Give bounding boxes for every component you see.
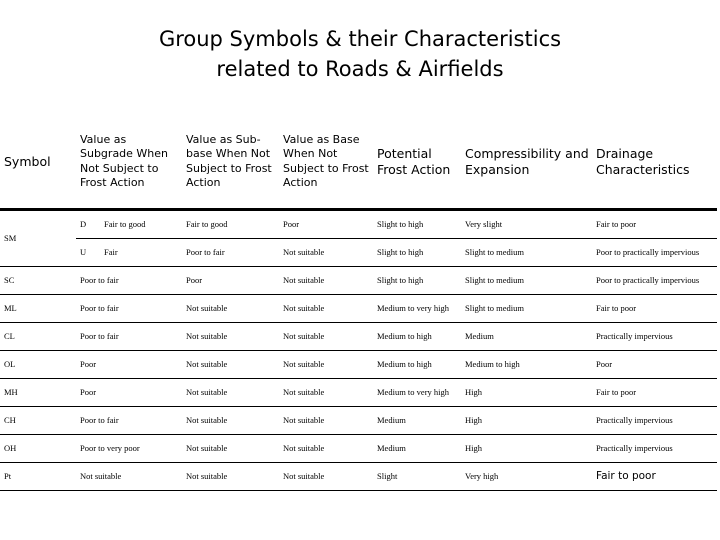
subbase-cell: Not suitable <box>182 435 279 463</box>
compressibility-cell: Slight to medium <box>461 239 592 267</box>
table-row <box>0 379 717 407</box>
drainage-cell: Practically impervious <box>592 435 717 463</box>
subbase-cell: Not suitable <box>182 379 279 407</box>
subgrade-cell: Poor to fair <box>76 323 182 351</box>
header-subgrade: Value as Subgrade When Not Subject to Frost Action <box>76 115 182 210</box>
characteristics-table <box>0 115 717 491</box>
compressibility-cell: Very slight <box>461 210 592 239</box>
compressibility-cell: High <box>461 435 592 463</box>
subbase-cell: Not suitable <box>182 351 279 379</box>
symbol-cell: CH <box>0 407 76 435</box>
compressibility-cell: Very high <box>461 463 592 491</box>
drainage-cell: Poor to practically impervious <box>592 239 717 267</box>
base-cell: Not suitable <box>279 239 373 267</box>
header-row <box>0 115 717 210</box>
symbol-cell: MH <box>0 379 76 407</box>
frost-cell: Slight <box>373 463 461 491</box>
subgrade-cell: Poor to fair <box>76 267 182 295</box>
table-row <box>0 435 717 463</box>
subgrade-value: Fair to good <box>104 219 146 229</box>
frost-cell: Medium to very high <box>373 379 461 407</box>
compressibility-cell: Medium <box>461 323 592 351</box>
subgrade-cell: Poor <box>76 379 182 407</box>
symbol-cell: ML <box>0 295 76 323</box>
drainage-cell: Fair to poor <box>592 210 717 239</box>
drainage-cell: Practically impervious <box>592 323 717 351</box>
compressibility-cell: Medium to high <box>461 351 592 379</box>
subgrade-code: D <box>80 219 87 229</box>
header-frost: Potential Frost Action <box>373 115 461 210</box>
table-row <box>0 210 717 239</box>
symbol-cell: SC <box>0 267 76 295</box>
compressibility-cell: High <box>461 379 592 407</box>
subgrade-cell: Poor to fair <box>76 407 182 435</box>
frost-cell: Medium to very high <box>373 295 461 323</box>
subbase-cell: Fair to good <box>182 210 279 239</box>
frost-cell: Slight to high <box>373 267 461 295</box>
drainage-cell: Practically impervious <box>592 407 717 435</box>
base-cell: Not suitable <box>279 323 373 351</box>
base-cell: Not suitable <box>279 267 373 295</box>
subbase-cell: Not suitable <box>182 463 279 491</box>
frost-cell: Medium to high <box>373 351 461 379</box>
compressibility-cell: Slight to medium <box>461 295 592 323</box>
subgrade-value: Fair <box>104 247 118 257</box>
symbol-cell: OH <box>0 435 76 463</box>
subgrade-cell <box>76 239 182 267</box>
subgrade-cell: Poor <box>76 351 182 379</box>
table-row <box>0 239 717 267</box>
symbol-cell: OL <box>0 351 76 379</box>
table-row <box>0 463 717 491</box>
frost-cell: Medium to high <box>373 323 461 351</box>
drainage-cell: Fair to poor <box>592 379 717 407</box>
frost-cell: Slight to high <box>373 239 461 267</box>
drainage-cell: Poor to practically impervious <box>592 267 717 295</box>
header-compressibility: Compressibility and Expansion <box>461 115 592 210</box>
base-cell: Not suitable <box>279 351 373 379</box>
base-cell: Not suitable <box>279 463 373 491</box>
symbol-cell: Pt <box>0 463 76 491</box>
compressibility-cell: High <box>461 407 592 435</box>
drainage-cell: Fair to poor <box>592 463 717 491</box>
title-line-1: Group Symbols & their Characteristics <box>158 27 562 51</box>
subgrade-cell: Not suitable <box>76 463 182 491</box>
table-row <box>0 351 717 379</box>
frost-cell: Medium <box>373 435 461 463</box>
table-row <box>0 295 717 323</box>
base-cell: Not suitable <box>279 435 373 463</box>
base-cell: Not suitable <box>279 295 373 323</box>
header-subbase: Value as Sub-base When Not Subject to Frost Action <box>182 115 279 210</box>
title-line-2: related to Roads & Airfields <box>216 57 504 81</box>
base-cell: Not suitable <box>279 407 373 435</box>
table-row <box>0 407 717 435</box>
drainage-cell: Fair to poor <box>592 295 717 323</box>
subgrade-cell: Poor to fair <box>76 295 182 323</box>
subbase-cell: Not suitable <box>182 323 279 351</box>
table-row <box>0 267 717 295</box>
header-symbol: Symbol <box>0 115 76 210</box>
base-cell: Not suitable <box>279 379 373 407</box>
subgrade-cell <box>76 210 182 239</box>
frost-cell: Slight to high <box>373 210 461 239</box>
drainage-cell: Poor <box>592 351 717 379</box>
frost-cell: Medium <box>373 407 461 435</box>
symbol-cell: CL <box>0 323 76 351</box>
header-drainage: Drainage Characteristics <box>592 115 717 210</box>
subbase-cell: Poor to fair <box>182 239 279 267</box>
base-cell: Poor <box>279 210 373 239</box>
table-row <box>0 323 717 351</box>
symbol-cell: SM <box>0 210 76 267</box>
subbase-cell: Not suitable <box>182 407 279 435</box>
subbase-cell: Not suitable <box>182 295 279 323</box>
page-title <box>0 24 720 84</box>
subbase-cell: Poor <box>182 267 279 295</box>
subgrade-cell: Poor to very poor <box>76 435 182 463</box>
header-base: Value as Base When Not Subject to Frost Action <box>279 115 373 210</box>
subgrade-code: U <box>80 247 87 257</box>
compressibility-cell: Slight to medium <box>461 267 592 295</box>
